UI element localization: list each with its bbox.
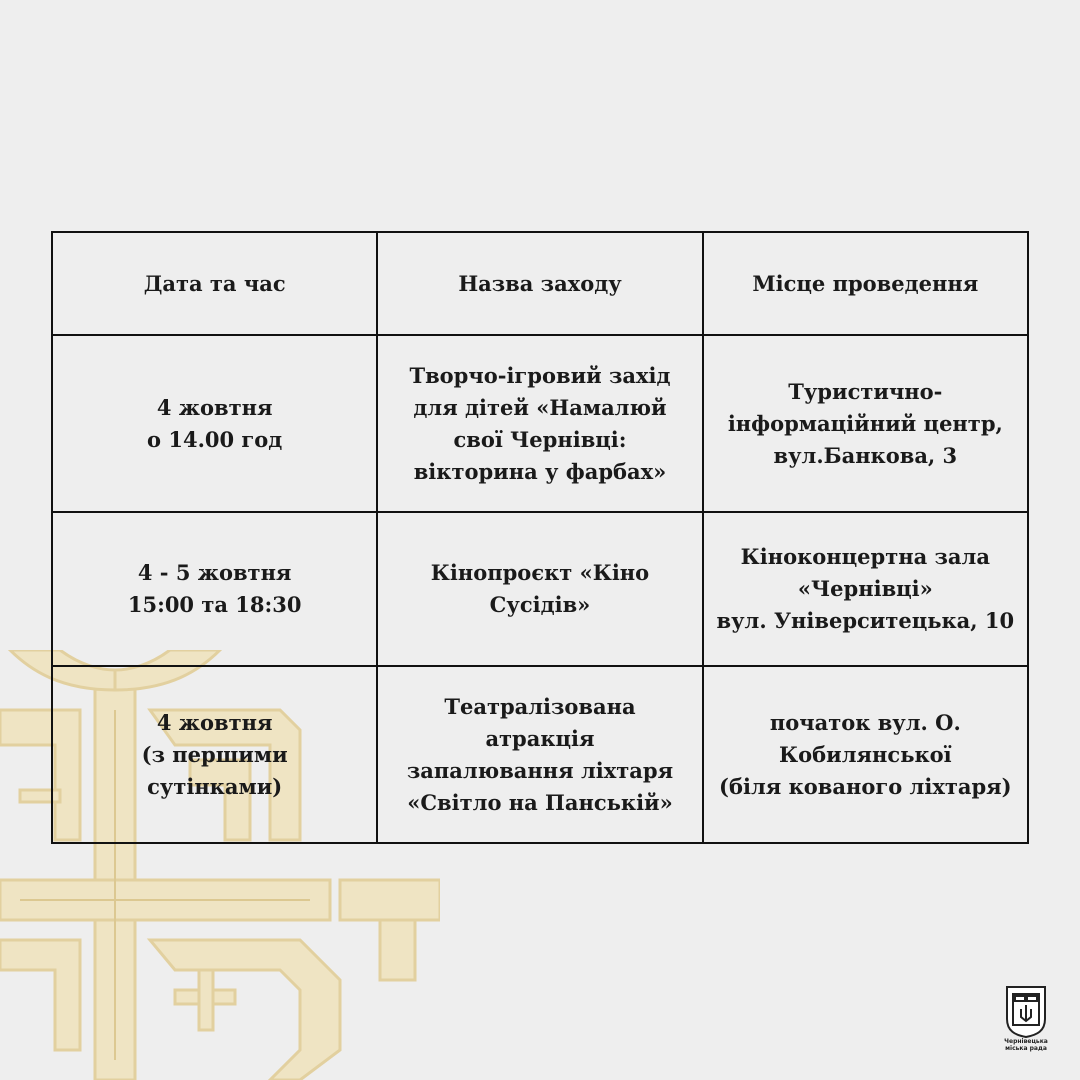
cell-event: Кінопроєкт «Кіно Сусідів»	[377, 512, 702, 666]
cell-place: Кіноконцертна зала «Чернівці» вул. Університецька, 10	[703, 512, 1028, 666]
table-header-row	[52, 232, 1028, 335]
cell-place: Туристично- інформаційний центр, вул.Банкова, 3	[703, 335, 1028, 512]
cell-place: початок вул. О. Кобилянської (біля кованого ліхтаря)	[703, 666, 1028, 843]
header-venue: Місце проведення	[703, 232, 1028, 335]
cell-event: Театралізована атракція запалювання ліхтаря «Світло на Панській»	[377, 666, 702, 843]
cell-date: 4 - 5 жовтня 15:00 та 18:30	[52, 512, 377, 666]
cell-date: 4 жовтня (з першими сутінками)	[52, 666, 377, 843]
table-row	[52, 666, 1028, 843]
table-row	[52, 512, 1028, 666]
cell-date: 4 жовтня о 14.00 год	[52, 335, 377, 512]
header-event-name: Назва заходу	[377, 232, 702, 335]
cell-event: Творчо-ігровий захід для дітей «Намалюй свої Чернівці: вікторина у фарбах»	[377, 335, 702, 512]
events-table	[51, 231, 1029, 844]
city-council-caption: Чернівецька міська рада	[1004, 1038, 1048, 1052]
header-date-time: Дата та час	[52, 232, 377, 335]
table-row	[52, 335, 1028, 512]
